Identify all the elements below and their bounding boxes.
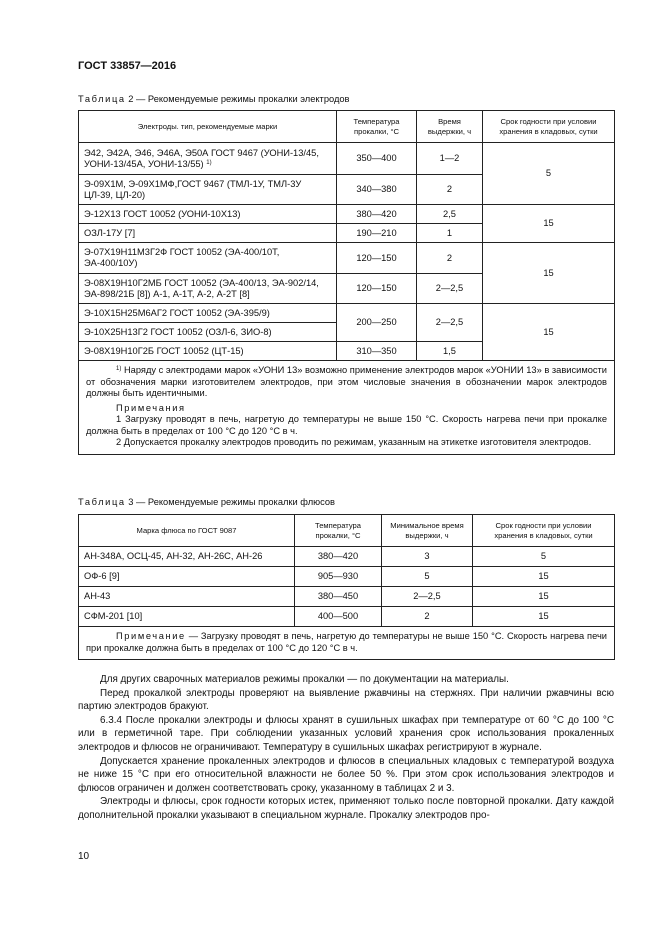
table3-cell-shelf-life: 5 [473, 547, 615, 567]
table2-cell-temperature: 120—150 [337, 274, 417, 304]
table3-note [79, 627, 615, 660]
note-text: — Загрузку проводят в печь, нагретую до температуры не выше 150 °С. Скорость нагрева печи при прокалке должна быть в пределах от 100 °С до 120 °С в ч. [86, 631, 607, 653]
footnote: $^{1)}$ Наряду с электродами марок «УОНИ 13» возможно применение электродов марок «УОНИИ 13» в зависимости от обозначения марки изготовителем электродов, при этом числовые значения в обозначении марок электродов должны быть идентичными. [86, 365, 607, 398]
table2-cell-time: 1—2 [417, 143, 483, 175]
table2-cell-electrode: ОЗЛ-17У [7] [79, 224, 337, 243]
table-row [79, 143, 615, 175]
table3-cell-time: 5 [382, 567, 473, 587]
table3-header-time: Минимальное время выдержки, ч [382, 515, 473, 547]
table3-header-temperature: Температура прокалки, °С [295, 515, 382, 547]
table2-title: — Рекомендуемые режимы прокалки электродов [136, 94, 350, 104]
table2-header-shelf-life: Срок годности при условии хранения в кладовых, сутки [483, 111, 615, 143]
table2-header-electrodes: Электроды. тип, рекомендуемые марки [79, 111, 337, 143]
table3-title: — Рекомендуемые режимы прокалки флюсов [136, 497, 335, 507]
footnote-marker: 1) [206, 159, 212, 166]
table3-notes-row [79, 627, 615, 660]
table2-cell-time: 2 [417, 243, 483, 274]
table3-cell-time: 2 [382, 607, 473, 627]
table2-cell-temperature: 350—400 [337, 143, 417, 175]
table3-cell-temperature: 905—930 [295, 567, 382, 587]
table2-cell-time: 2—2,5 [417, 274, 483, 304]
table2-notes [79, 361, 615, 455]
table2-notes-row [79, 361, 615, 455]
table3-cell-flux: АН-348А, ОСЦ-45, АН-32, АН-26С, АН-26 [79, 547, 295, 567]
table3 [78, 514, 615, 660]
table3-cell-flux: АН-43 [79, 587, 295, 607]
table2-caption [78, 94, 350, 104]
table2-cell-electrode: Э-08Х19Н10Г2МБ ГОСТ 10052 (ЭА-400/13, ЭА-902/14, ЭА-898/21Б [8]) А-1, А-1Т, А-2, А-2Т [8] [79, 274, 337, 304]
table3-label: Таблица [78, 497, 126, 507]
table2-cell-electrode: Э-12Х13 ГОСТ 10052 (УОНИ-10Х13) [79, 205, 337, 224]
table2-cell-temperature: 310—350 [337, 342, 417, 361]
paragraph: Перед прокалкой электроды проверяют на выявление ржавчины на стержнях. При наличии ржавчины всю партию электродов бракуют. [78, 687, 614, 713]
table2-cell-electrode: Э-10Х25Н13Г2 ГОСТ 10052 (ОЗЛ-6, ЗИО-8) [79, 323, 337, 342]
note-label: Примечание [116, 631, 186, 641]
table2-cell-shelf-life: 15 [483, 205, 615, 243]
document-header: ГОСТ 33857—2016 [78, 60, 177, 72]
note-2: 2 Допускается прокалку электродов проводить по режимам, указанным на этикетке изготовителя электродов. [116, 437, 592, 447]
table2-cell-shelf-life: 15 [483, 243, 615, 304]
table3-header-flux: Марка флюса по ГОСТ 9087 [79, 515, 295, 547]
page-number: 10 [78, 851, 90, 862]
table2-number: 2 [128, 94, 134, 104]
table3-header-shelf-life: Срок годности при условии хранения в кладовых, сутки [473, 515, 615, 547]
paragraph: 6.3.4 После прокалки электроды и флюсы хранят в сушильных шкафах при температуре от 60 °С до 100 °С или в герметичной таре. При соблюдении указанных условий хранения срок использования прокаленных электродов и флюсов не ограничивают. Температуру в сушильных шкафах регистрируют в журнале. [78, 714, 614, 753]
table2 [78, 110, 615, 455]
table3-cell-flux: СФМ-201 [10] [79, 607, 295, 627]
table-row [79, 205, 615, 224]
table3-cell-shelf-life: 15 [473, 587, 615, 607]
table2-cell-electrode: Э-09Х1М, Э-09Х1МФ,ГОСТ 9467 (ТМЛ-1У, ТМЛ-3У ЦЛ-39, ЦЛ-20) [79, 175, 337, 205]
table2-cell-temperature: 190—210 [337, 224, 417, 243]
table-row [79, 567, 615, 587]
table3-cell-flux: ОФ-6 [9] [79, 567, 295, 587]
table2-cell-temperature: 380—420 [337, 205, 417, 224]
table-row [79, 607, 615, 627]
table3-number: 3 [128, 497, 134, 507]
table2-cell-shelf-life: 15 [483, 304, 615, 361]
table-row [79, 547, 615, 567]
table2-label: Таблица [78, 94, 126, 104]
table2-cell-time: 2 [417, 175, 483, 205]
table3-cell-time: 3 [382, 547, 473, 567]
table3-cell-temperature: 380—420 [295, 547, 382, 567]
table3-cell-shelf-life: 15 [473, 607, 615, 627]
table2-cell-time: 2—2,5 [417, 304, 483, 342]
table2-cell-shelf-life: 5 [483, 143, 615, 205]
table2-cell-temperature: 200—250 [337, 304, 417, 342]
table3-cell-temperature: 400—500 [295, 607, 382, 627]
table3-cell-time: 2—2,5 [382, 587, 473, 607]
paragraph: Электроды и флюсы, срок годности которых истек, применяют только после повторной прокалки. Дату каждой дополнительной прокалки указывают в специальном журнале. Прокалку электродов про- [78, 796, 614, 821]
table2-header-time: Время выдержки, ч [417, 111, 483, 143]
table2-cell-electrode: Э-07Х19Н11М3Г2Ф ГОСТ 10052 (ЭА-400/10Т, ЭА-400/10У) [79, 243, 337, 274]
notes-title: Примечания [116, 402, 186, 413]
table-row [79, 587, 615, 607]
table2-header-temperature: Температура прокалки, °С [337, 111, 417, 143]
table-row [79, 243, 615, 274]
table2-cell-electrode: Э-08Х19Н10Г2Б ГОСТ 10052 (ЦТ-15) [79, 342, 337, 361]
table3-cell-shelf-life: 15 [473, 567, 615, 587]
paragraph: Допускается хранение прокаленных электродов и флюсов в специальных кладовых с температурой воздуха не ниже 15 °С при его относительной влажности не более 50 %. При этом срок использования электродов и флюсов ограничен и должен соответствовать сроку, указанному в таблицах 2 и 3. [78, 755, 614, 794]
table-row [79, 304, 615, 323]
table2-cell-time: 1 [417, 224, 483, 243]
table3-cell-temperature: 380—450 [295, 587, 382, 607]
table2-cell-time: 2,5 [417, 205, 483, 224]
paragraph: Для других сварочных материалов режимы прокалки — по документации на материалы. [100, 674, 509, 685]
table2-cell-temperature: 120—150 [337, 243, 417, 274]
note-1: 1 Загрузку проводят в печь, нагретую до температуры не выше 150 °С. Скорость нагрева печи при прокалке должна быть в пределах от 100 °С до 120 °С в ч. [86, 414, 607, 436]
table2-cell-electrode: Э42, Э42А, Э46, Э46А, Э50А ГОСТ 9467 (УОНИ-13/45, УОНИ-13/45А, УОНИ-13/55) $^{1)}$ [79, 143, 337, 175]
table2-cell-electrode: Э-10Х15Н25М6АГ2 ГОСТ 10052 (ЭА-395/9) [79, 304, 337, 323]
table3-caption [78, 497, 335, 507]
table2-cell-time: 1,5 [417, 342, 483, 361]
table2-cell-temperature: 340—380 [337, 175, 417, 205]
body-text [78, 673, 614, 823]
